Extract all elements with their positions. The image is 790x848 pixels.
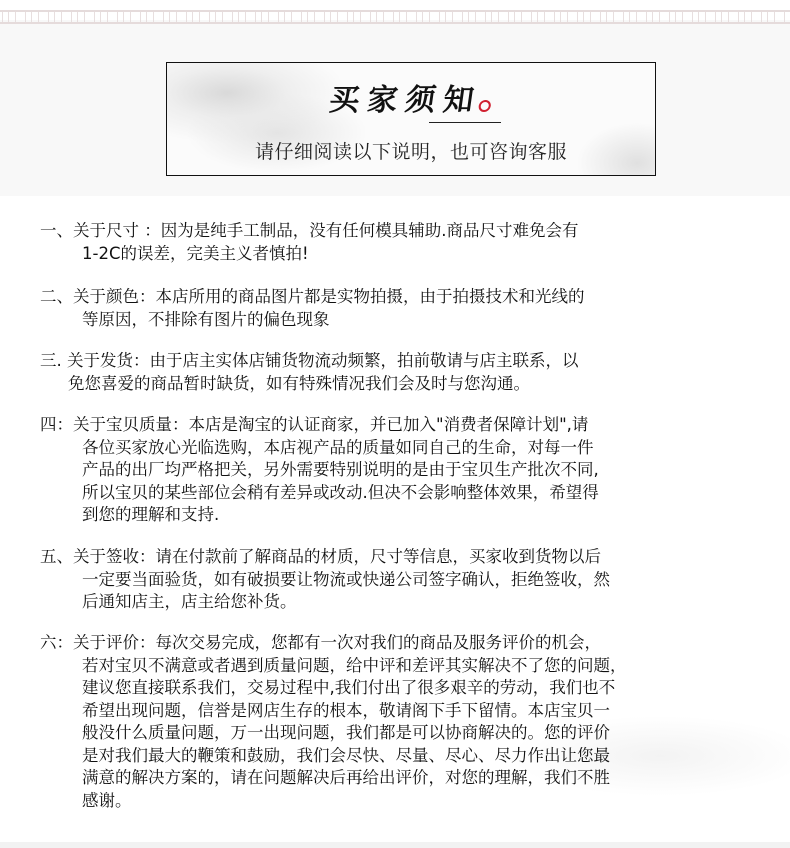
notice-line: 四：关于宝贝质量：本店是淘宝的认证商家，并已加入"消费者保障计划",请	[40, 415, 589, 434]
notice-line: 三. 关于发货：由于店主实体店铺货物流动频繁，拍前敬请与店主联系，以	[40, 351, 579, 370]
page-title-text: 买家须知	[327, 83, 484, 118]
notice-quality	[40, 414, 740, 527]
notice-line: 各位买家放心光临选购，本店视产品的质量如同自己的生命，对每一件	[82, 437, 594, 457]
bottom-divider	[0, 842, 790, 848]
notice-line: 希望出现问题，信誉是网店生存的根本，敬请阁下手下留情。本店宝贝一	[82, 700, 610, 720]
notice-line: 满意的解决方案的，请在问题解决后再给出评价，对您的理解，我们不胜	[82, 768, 610, 787]
notice-line: 所以宝贝的某些部位会稍有差异或改动.但决不会影响整体效果，希望得	[82, 482, 599, 502]
notice-size	[40, 220, 740, 265]
notice-line: 般没什么质量问题，万一出现问题，我们都是可以协商解决的。您的评价	[82, 723, 610, 742]
notice-line: 产品的出厂均严格把关，另外需要特别说明的是由于宝贝生产批次不同,	[82, 460, 599, 479]
notice-line: 建议您直接联系我们，交易过程中,我们付出了很多艰辛的劳动，我们也不	[82, 678, 616, 697]
notice-line: 五、关于签收：请在付款前了解商品的材质，尺寸等信息，买家收到货物以后	[40, 547, 601, 566]
notice-line: 后通知店主，店主给您补货。	[82, 592, 297, 611]
decorative-fret-border	[0, 10, 790, 24]
notice-line: 二、关于颜色：本店所用的商品图片都是实物拍摄，由于拍摄技术和光线的	[40, 287, 585, 306]
header-banner	[166, 62, 656, 176]
notice-line: 六：关于评价：每次交易完成，您都有一次对我们的商品及服务评价的机会，	[40, 633, 601, 652]
notice-line: 到您的理解和支持.	[82, 505, 220, 524]
notice-review	[40, 632, 740, 812]
page-title	[164, 75, 658, 119]
notice-line: 感谢。	[82, 790, 132, 810]
notice-line: 一、关于尺寸 ：因为是纯手工制品，没有任何模具辅助.商品尺寸难免会有	[40, 221, 579, 240]
notice-receipt	[40, 546, 740, 614]
page-subtitle: 请仔细阅读以下说明，也可咨询客服	[254, 141, 567, 163]
notice-line: 等原因，不排除有图片的偏色现象	[82, 309, 330, 329]
notice-color	[40, 286, 740, 331]
red-circle-icon	[478, 100, 492, 112]
notice-line: 1-2C的误差，完美主义者慎拍!	[82, 243, 309, 263]
title-divider	[429, 122, 501, 123]
notice-line: 免您喜爱的商品暂时缺货，如有特殊情况我们会及时与您沟通。	[68, 373, 530, 393]
notice-line: 一定要当面验货，如有破损要让物流或快递公司签字确认，拒绝签收，然	[82, 569, 610, 589]
notice-shipping	[40, 350, 740, 395]
notice-line: 是对我们最大的鞭策和鼓励，我们会尽快、尽量、尽心、尽力作出让您最	[82, 745, 610, 765]
notice-line: 若对宝贝不满意或者遇到质量问题，给中评和差评其实解决不了您的问题，	[82, 655, 627, 675]
